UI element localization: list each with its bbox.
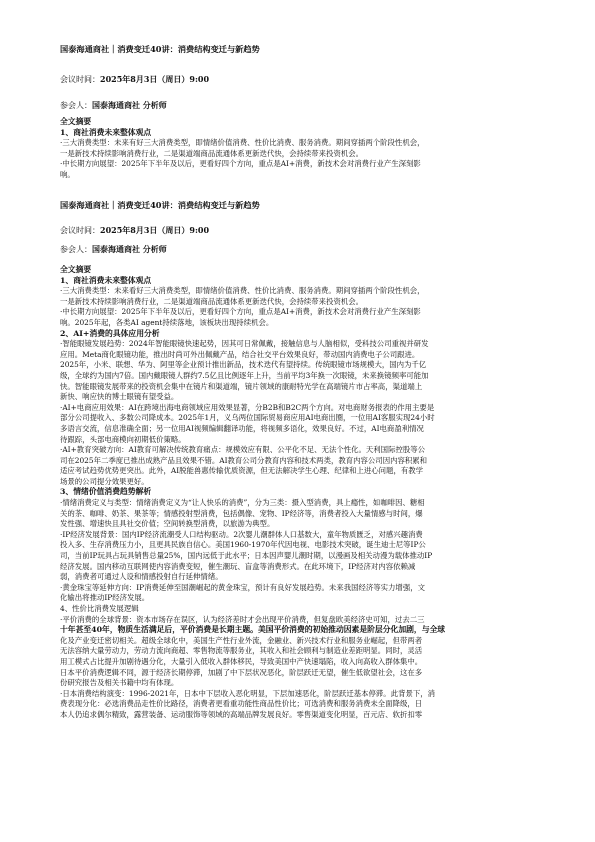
doc-title: 国泰海通商社｜消费变迁40讲：消费结构变迁与新趋势: [60, 200, 260, 210]
text-line: ·中长期方向展望：2025年下半年及以后，更看好四个方向，重点是AI+消费，新技术会对消费行业产生深刻影: [60, 159, 421, 169]
text-line: 发性强、增速快且具社交价值；空间转换型消费，以旅游为典型。: [60, 519, 275, 529]
text-line: 份研究报告及相关书籍中均有体现。: [60, 678, 179, 688]
text-line: 2025年，小米、联想、华为、阿里等企业预计推出新品，技术迭代有望持续。传统眼镜市场规模大，国内为千亿: [60, 360, 427, 370]
text-line: 响。2025年起，各类AI agent持续落地，该板块出现持续机会。: [60, 317, 274, 327]
text-line: 经济发展。国内移动互联网使内容消费变短，催生潮玩、盲盒等消费形式。在此环境下，IP经济对内容依赖减: [60, 561, 416, 571]
text-line: 部分公司提收入、多数公司降成本。2025年1月，义乌两位国际贸易商应用AI电商出圈，一位用AI客服实现24小时: [60, 413, 435, 423]
participants: [60, 244, 167, 255]
text-line: 本人仍追求偶尔精致，露营装备、运动服饰等领域的高端品牌发展良好。零售渠道变化明显，百元店、软折扣零: [60, 709, 423, 719]
text-line: 响。: [60, 169, 75, 179]
summary-heading: 全文摘要: [60, 265, 92, 274]
participants-value: 国泰海通商社 分析师: [92, 244, 167, 254]
participants-label: 参会人：: [60, 101, 92, 110]
text-line: ·三大消费类型：未来有好三大消费类型，即情绪价值消费、性价比消费、服务消费。期间穿插两个阶段性机会，: [60, 138, 425, 148]
text-line: ·黄金珠宝等延伸方向：IP消费延伸至国潮崛起的黄金珠宝，预计有良好发展趋势。未来我国经济等实力增强，文: [60, 582, 425, 592]
text-line: ·IP经济发展背景：国内IP经济流潮受人口结构驱动。2次婴儿潮群体人口基数大，童年物质匮乏，对感兴趣消费: [60, 529, 423, 539]
text-line: 应用。Meta商化眼镜功能，推出时尚可外出佩戴产品，结合社交平台效果良好，带动国内消费电子公司跟进。: [60, 349, 420, 359]
text-line: 待跟踪，头部电商模向初期低价策略。: [60, 434, 186, 444]
text-line: ·中长期方向展望：2025年下半年及以后，更看好四个方向，重点是AI+消费，新技术会对消费行业产生深刻影: [60, 307, 421, 317]
participants: [60, 100, 167, 111]
text-line: ·智能眼镜发展趋势：2024年智能眼镜快速起势，因其可日常佩戴，接触信息与人脑相似，受科技公司重视并研发: [60, 339, 429, 349]
text-line: 快。智能眼镜发展带来的投资机会集中在镜片和渠道端，镜片领域的康耐特光学在高端镜片市占率高，渠道端上: [60, 381, 423, 391]
section-heading: 十年甚至40年，物质生活满足后，平价消费是长期主题。美国平价消费的初始推动因素是阶层分化加剧，与全球: [60, 625, 446, 635]
text-line: ·AI+教育突破方向：AI教育可解决传统教育痛点：规模效应有限、公平化不足、无法个性化。天利国际控股等公: [60, 445, 426, 455]
text-line: 一是新技术持续影响消费行业，二是渠道端商品流通体系更新迭代快，会持续带来投资机会。: [60, 148, 364, 158]
section-heading: 1、商社消费未来整体观点: [60, 275, 152, 285]
meeting-time-label: 会议时间：: [60, 226, 100, 235]
text-line: 日本平价消费逻辑不同，源于经济长期停滞，加剧了中下层状况恶化，阶层跃迁无望，催生低欲望社会，这在多: [60, 667, 423, 677]
summary-block-2: [60, 265, 538, 721]
text-line: ·三大消费类型：未来看好三大消费类型，即情绪价值消费、性价比消费、服务消费。期间穿插两个阶段性机会，: [60, 286, 425, 296]
meeting-time-value: 2025年8月3日（周日）9:00: [100, 74, 210, 84]
text-line: 用工模式占比提升加剧待遇分化，大量引入低收入群体移民，导致美国中产快速塌陷，收入向高收入群体集中。: [60, 656, 423, 666]
section-heading: 2、AI+消费的具体应用分析: [60, 328, 160, 338]
text-line: 化输出将推动IP经济发展。: [60, 593, 150, 603]
text-line: 新快、响应快的博士眼镜有望受益。: [60, 392, 179, 402]
summary-block-1: [60, 117, 538, 181]
doc-title: 国泰海通商社｜消费变迁40讲：消费结构变迁与新趋势: [60, 44, 260, 54]
text-line: ·平价消费的全球背景：资本市场存在误区，认为经济差时才会出现平价消费，但复盘欧美经济史可知，过去二三: [60, 614, 425, 624]
text-line: ·日本消费结构演变：1996-2021年，日本中下层收入恶化明显，下层加速恶化，阶层跃迁基本停滞。此背景下，消: [60, 688, 436, 698]
participants-label: 参会人：: [60, 245, 92, 254]
participants-value: 国泰海通商社 分析师: [92, 100, 167, 110]
text-line: 场景的公司提分效果更好。: [60, 476, 149, 486]
text-line: 费表现分化：必选消费品走性价比路径，消费者更看重功能性商品性价比；可选消费和服务消费未全面降级，日: [60, 699, 423, 709]
text-line: 关的茶、咖啡、奶茶、果茶等；情感投射型消费，包括偶像、宠物、IP经济等，消费者投入大量情感与时间，爆: [60, 508, 423, 518]
text-line: 一是新技术持续影响消费行业，二是渠道端商品流通体系更新迭代快，会持续带来投资机会。: [60, 296, 364, 306]
text-line: 适应考试趋势优势更突出。此外，AI脱能兽惠传输优质资源，但无法解决学生心理、纪律和上进心问题，有教学: [60, 466, 424, 476]
text-line: 化及产业变迁密切相关。超级全球化中，美国生产性行业外流，金融业、新兴技术行业和服务业崛起，但带两者: [60, 635, 423, 645]
text-line: 司，当前IP玩具占玩具销售总量25%，国内远低于此水平；日本因声婴儿潮时期，以漫画及相关动漫为载体推动IP: [60, 551, 433, 561]
section-heading: 3、情绪价值消费趋势解析: [60, 487, 152, 497]
meeting-time-value: 2025年8月3日（周日）9:00: [100, 225, 210, 235]
meeting-time: [60, 74, 209, 85]
meeting-time: [60, 225, 209, 236]
text-line: 弱，消费者可通过人设和情感投射自行延伸情绪。: [60, 572, 223, 582]
text-line: ·情绪消费定义与类型：情绪消费定义为“让人快乐的消费”，分为三类：摄入型消费，具上瘾性，如咖啡因、糖相: [60, 498, 425, 508]
text-line: 多语言交流，信息准确全面；另一位用AI视频编辑翻译功能，将视频多语化，效果良好。不过，AI电商盈利情况: [60, 423, 424, 433]
text-line: 投入多、生存消费压力小，且更具民族自信心。美国1960-1970年代因电视、电影技术突破，诞生迪士尼等IP公: [60, 540, 426, 550]
summary-heading: 全文摘要: [60, 117, 92, 126]
section-heading: 1、商社消费未来整体观点: [60, 127, 152, 137]
text-line: 无法容纳大量劳动力，劳动力流向商超、零售物流等服务业，其收入和社会顾利与制造业差距明显。同时，灵活: [60, 646, 423, 656]
text-line: 4、性价比消费发展逻辑: [60, 604, 139, 613]
text-line: 司在2025年二季度已推出成熟产品且效果不错。AI教育公司分教育内容和技术两类，教育内容公司因内容积累和: [60, 455, 428, 465]
text-line: ·AI+电商应用效果：AI在跨境出海电商领域应用效果显著，分B2B和B2C两个方向。对电商财务报表的作用主要是: [60, 402, 435, 412]
text-line: 级，全球约为国内7倍。国内戴眼镜人群约7.5亿且比例逐年上升，当前平均3年换一次眼镜，未来换镜频率可能加: [60, 370, 429, 380]
meeting-time-label: 会议时间：: [60, 75, 100, 84]
